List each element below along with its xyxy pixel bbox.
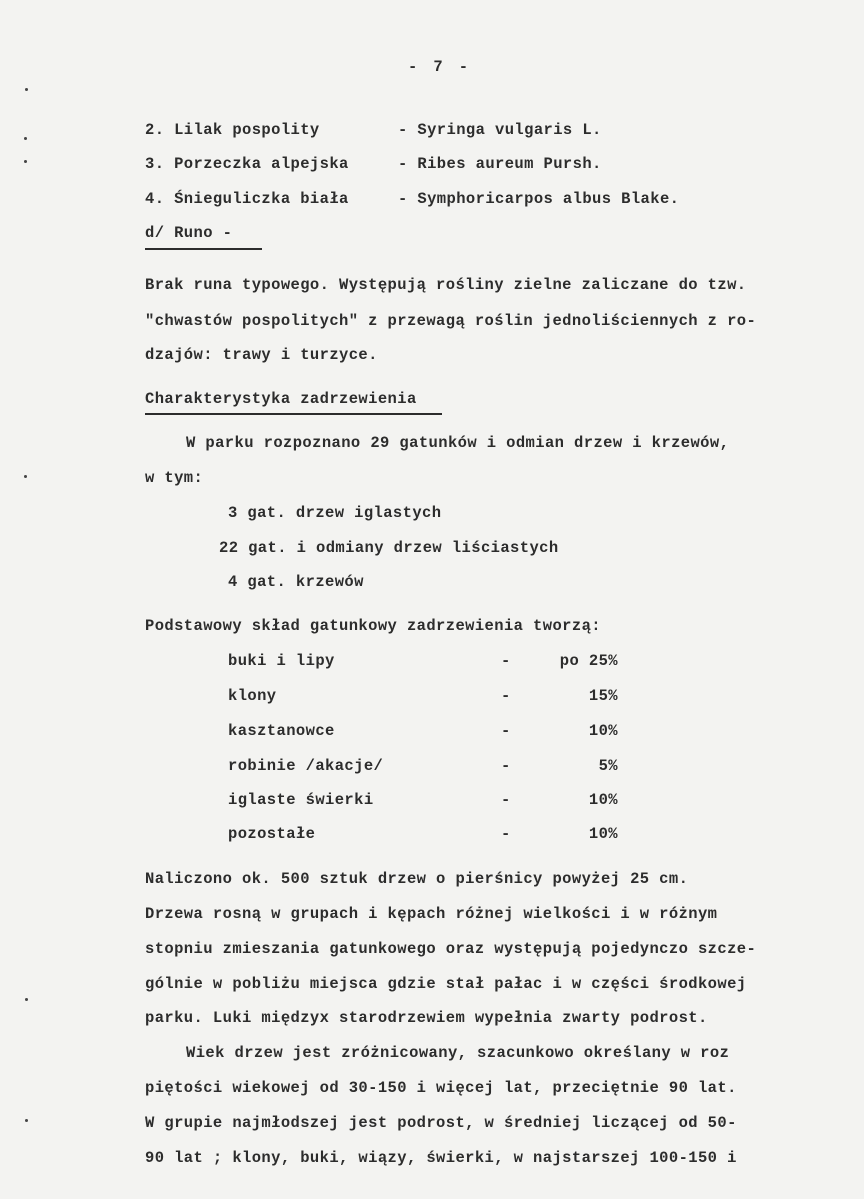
intro-line: W parku rozpoznano 29 gatunków i odmian drzew i krzewów, (186, 434, 730, 452)
composition-value: 10% (588, 791, 618, 809)
species-latin: - Ribes aureum Pursh. (398, 155, 602, 173)
count-line: 3 gat. drzew iglastych (228, 504, 442, 522)
runo-underline (145, 248, 262, 250)
intro-line: w tym: (145, 469, 204, 487)
margin-dot (25, 1119, 28, 1122)
page-number: - 7 - (408, 58, 469, 76)
composition-value: 10% (588, 825, 618, 843)
composition-value: 15% (588, 687, 618, 705)
runo-line: Brak runa typowego. Występują rośliny zielne zaliczane do tzw. (145, 276, 747, 294)
composition-dash: - (501, 722, 511, 740)
paragraph-line: 90 lat ; klony, buki, wiązy, świerki, w najstarszej 100-150 i (145, 1149, 737, 1167)
composition-name: pozostałe (228, 825, 316, 843)
composition-dash: - (501, 652, 511, 670)
count-line: 22 gat. i odmiany drzew liściastych (219, 539, 559, 557)
composition-dash: - (501, 825, 511, 843)
composition-name: iglaste świerki (228, 791, 374, 809)
composition-dash: - (501, 791, 511, 809)
composition-name: kasztanowce (228, 722, 335, 740)
species-name: 2. Lilak pospolity (145, 121, 320, 139)
species-latin: - Syringa vulgaris L. (398, 121, 602, 139)
composition-name: klony (228, 687, 277, 705)
composition-name: buki i lipy (228, 652, 335, 670)
composition-value: po 25% (559, 652, 618, 670)
paragraph-line: parku. Luki międzyx starodrzewiem wypełnia zwarty podrost. (145, 1009, 708, 1027)
margin-dot (24, 160, 27, 163)
count-line: 4 gat. krzewów (228, 573, 364, 591)
paragraph-line: piętości wiekowej od 30-150 i więcej lat, przeciętnie 90 lat. (145, 1079, 737, 1097)
species-latin: - Symphoricarpos albus Blake. (398, 190, 680, 208)
paragraph-line: Wiek drzew jest zróżnicowany, szacunkowo określany w roz (186, 1044, 730, 1062)
composition-dash: - (501, 687, 511, 705)
composition-value: 10% (588, 722, 618, 740)
paragraph-line: Naliczono ok. 500 sztuk drzew o pierśnicy powyżej 25 cm. (145, 870, 689, 888)
runo-heading: d/ Runo - (145, 224, 233, 242)
runo-line: dzajów: trawy i turzyce. (145, 346, 378, 364)
runo-line: "chwastów pospolitych" z przewagą roślin jednoliściennych z ro- (145, 312, 757, 330)
paragraph-line: W grupie najmłodszej jest podrost, w średniej liczącej od 50- (145, 1114, 737, 1132)
paragraph-line: gólnie w pobliżu miejsca gdzie stał pałac i w części środkowej (145, 975, 747, 993)
species-name: 4. Śnieguliczka biała (145, 190, 349, 208)
margin-dot (25, 88, 28, 91)
composition-value: 5% (598, 757, 618, 775)
composition-name: robinie /akacje/ (228, 757, 384, 775)
composition-heading: Podstawowy skład gatunkowy zadrzewienia tworzą: (145, 617, 601, 635)
margin-dot (25, 998, 28, 1001)
species-name: 3. Porzeczka alpejska (145, 155, 349, 173)
margin-dot (24, 475, 27, 478)
section-heading: Charakterystyka zadrzewienia (145, 390, 417, 408)
paragraph-line: stopniu zmieszania gatunkowego oraz występują pojedynczo szcze- (145, 940, 757, 958)
margin-dot (24, 137, 27, 140)
composition-dash: - (501, 757, 511, 775)
section-heading-underline (145, 413, 442, 415)
paragraph-line: Drzewa rosną w grupach i kępach różnej wielkości i w różnym (145, 905, 718, 923)
